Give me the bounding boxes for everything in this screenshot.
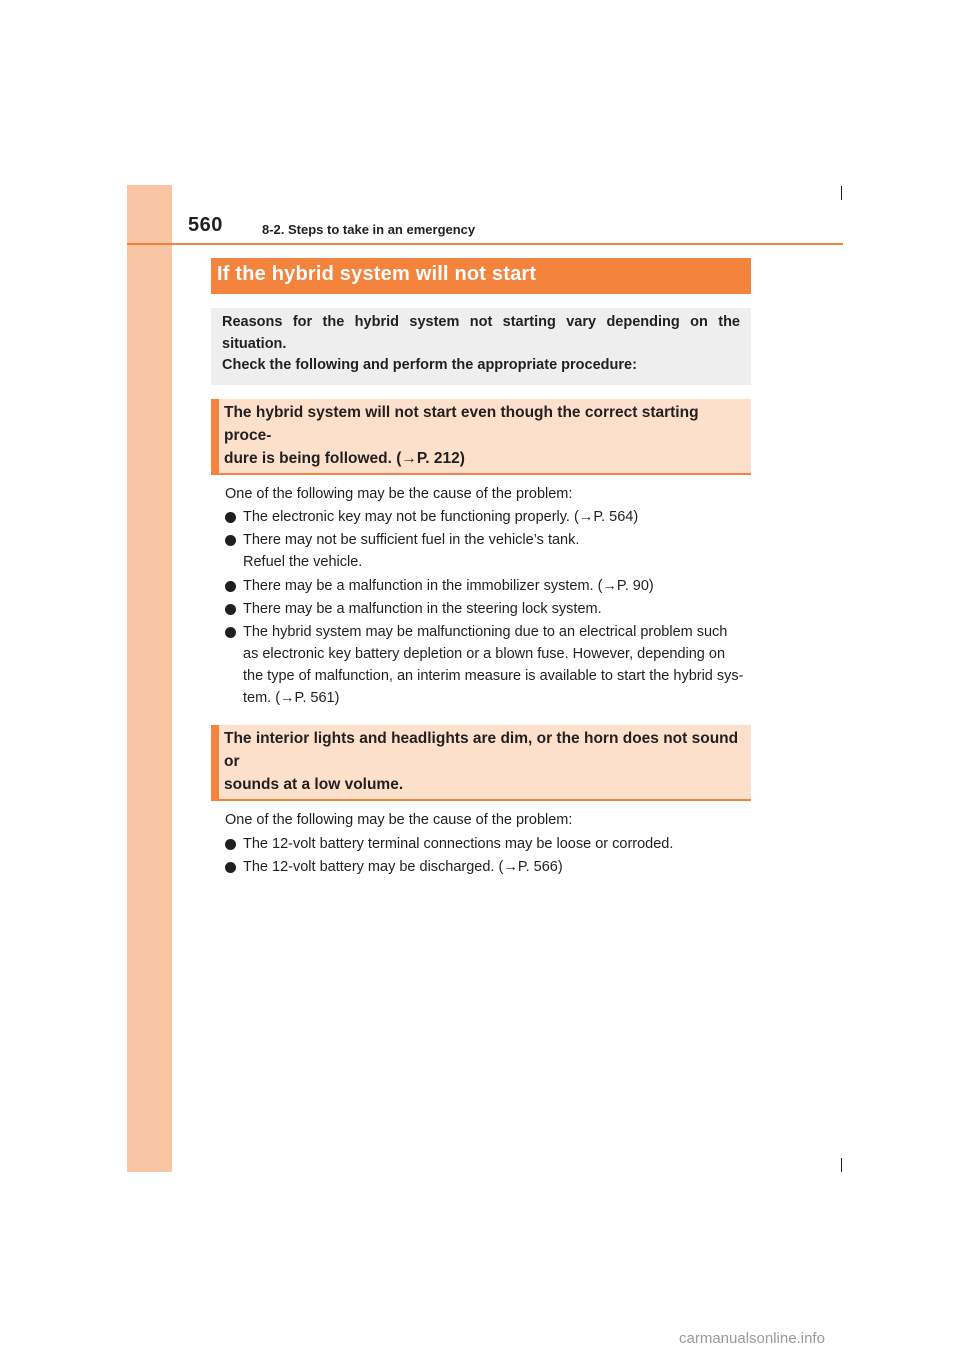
list-item <box>211 506 751 528</box>
item-line: The electronic key may not be functioning properly. (→P. 564) <box>243 509 639 525</box>
subheading-line: The hybrid system will not start even though the correct starting proce- <box>224 403 699 444</box>
bullet-icon <box>225 581 236 592</box>
list-item <box>211 856 751 878</box>
subheading-line: dure is being followed. (→P. 212) <box>224 449 465 467</box>
list-item <box>211 598 751 620</box>
lead-text: One of the following may be the cause of the problem: <box>225 812 573 829</box>
crop-mark-top <box>841 186 842 200</box>
list-item <box>211 621 751 709</box>
subheading-correct-procedure <box>211 399 751 475</box>
item-line: There may be a malfunction in the immobilizer system. (→P. 90) <box>243 577 654 594</box>
lead-text: One of the following may be the cause of the problem: <box>225 485 573 502</box>
item-line: There may not be sufficient fuel in the vehicle’s tank. <box>243 532 580 549</box>
item-line: tem. (→P. 561) <box>243 690 340 707</box>
running-header: 8-2. Steps to take in an emergency <box>262 222 476 237</box>
bullet-icon <box>225 535 236 546</box>
intro-line: Reasons for the hybrid system not starting vary depending on the situation. <box>222 314 740 352</box>
item-line: Refuel the vehicle. <box>243 554 363 571</box>
bullet-icon <box>225 839 236 850</box>
cause-list <box>211 833 751 878</box>
bullet-icon <box>225 512 236 523</box>
watermark: carmanualsonline.info <box>679 1330 825 1347</box>
subheading-line: The interior lights and headlights are dim, or the horn does not sound or <box>224 730 739 771</box>
bullet-icon <box>225 627 236 638</box>
list-item <box>211 833 751 855</box>
intro-box <box>211 308 751 385</box>
page-number: 560 <box>188 214 223 236</box>
intro-line: Check the following and perform the appropriate procedure: <box>222 357 637 373</box>
subheading-line: sounds at a low volume. <box>224 776 404 794</box>
chapter-sidebar-tab <box>127 185 172 1172</box>
item-line: There may be a malfunction in the steering lock system. <box>243 600 602 617</box>
bullet-icon <box>225 862 236 873</box>
item-line: as electronic key battery depletion or a blown fuse. However, depending on <box>243 646 726 663</box>
page-content <box>211 258 751 879</box>
section-title: If the hybrid system will not start <box>211 258 751 294</box>
item-line: the type of malfunction, an interim measure is available to start the hybrid sys- <box>243 668 744 685</box>
subheading-lights-dim <box>211 725 751 801</box>
bullet-icon <box>225 604 236 615</box>
item-line: The 12-volt battery may be discharged. (→P. 566) <box>243 858 563 875</box>
list-item <box>211 575 751 597</box>
item-line: The 12-volt battery terminal connections may be loose or corroded. <box>243 835 674 852</box>
header-rule <box>127 243 843 245</box>
item-line: The hybrid system may be malfunctioning due to an electrical problem such <box>243 624 728 641</box>
crop-mark-bottom <box>841 1158 842 1172</box>
list-item <box>211 529 751 573</box>
cause-list <box>211 506 751 709</box>
